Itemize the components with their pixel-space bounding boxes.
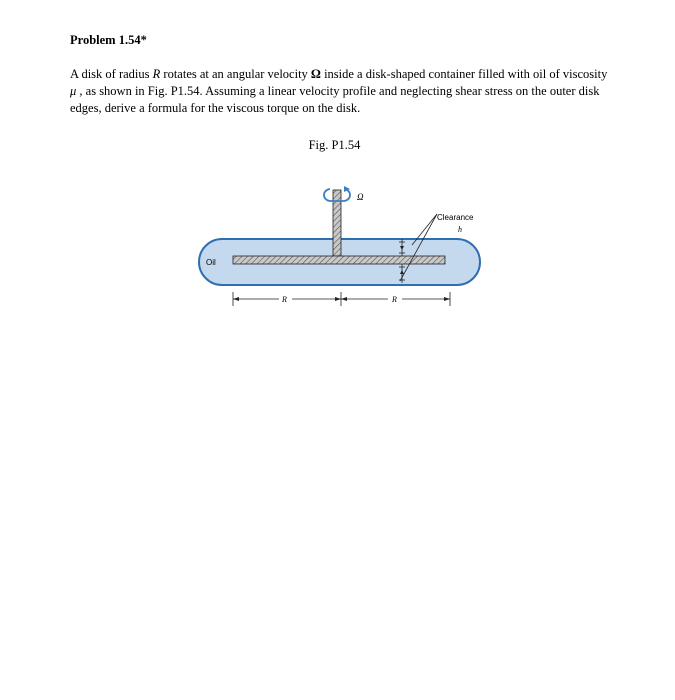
omega-label: Ω	[357, 192, 364, 202]
omega-symbol: Ω	[310, 67, 321, 81]
clearance-label: Clearance	[437, 213, 474, 222]
clearance-symbol: h	[458, 225, 462, 234]
statement-part: rotates at an angular velocity	[160, 67, 311, 81]
radius-symbol: R	[152, 67, 161, 81]
figure-caption-text: Fig. P1.54	[308, 138, 361, 152]
radius-dimension	[233, 292, 450, 306]
statement-part: inside a disk-shaped container filled with oil of viscosity	[320, 67, 608, 81]
statement-part: , as shown in Fig. P1.54. Assuming a linear velocity profile and neglecting shear stress on the outer disk edges, derive a formula for the viscous torque on the disk.	[70, 84, 600, 115]
radius-label-left: R	[282, 295, 287, 304]
problem-title: Problem 1.54*	[70, 33, 147, 47]
statement-part: A disk of radius	[70, 67, 153, 81]
shaft	[333, 190, 341, 256]
oil-label: Oil	[206, 258, 216, 267]
radius-label-right: R	[392, 295, 397, 304]
viscosity-symbol: μ	[70, 84, 77, 98]
